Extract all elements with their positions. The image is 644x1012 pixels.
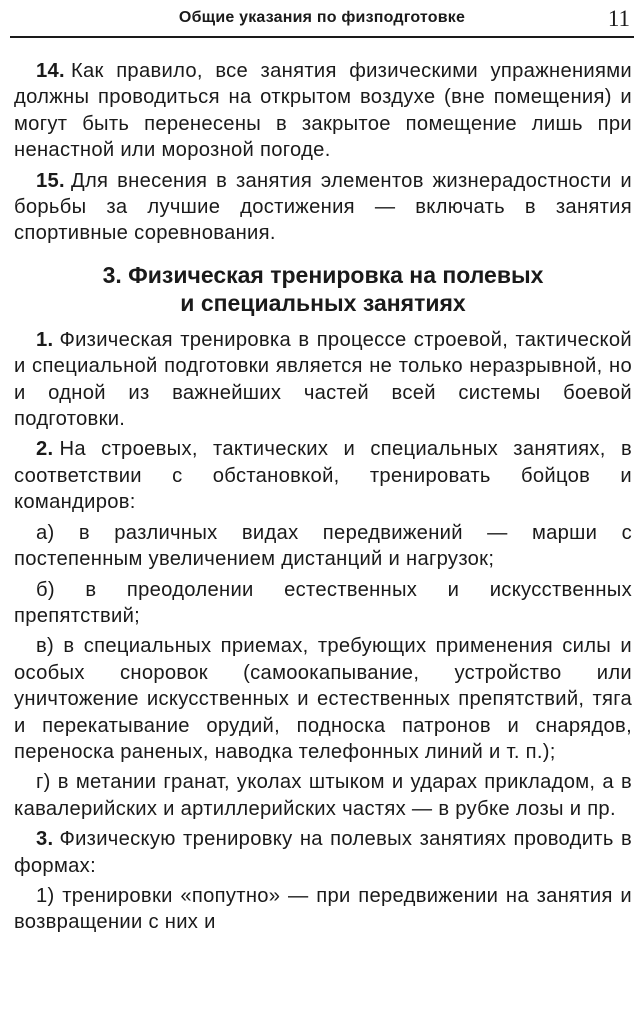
paragraph-text: Для внесения в занятия элементов жизнерадостности и борьбы за лучшие достижения — включать в занятия спортивные соревнования. [14,169,632,245]
section-heading [14,261,632,317]
running-header [10,6,634,38]
paragraph-2 [14,436,632,515]
paragraph-14 [14,58,632,164]
list-item-1: 1) тренировки «попутно» — при передвижении на занятия и возвращении с них и [14,884,632,934]
paragraph-1 [14,327,632,433]
paragraph-text: Как правило, все занятия физическими упражнениями должны проводиться на открытом воздухе (вне помещения) и могут быть перенесены в закрытое помещение лишь при ненастной или морозной погоде. [14,60,632,162]
section-heading-line-2: и специальных занятиях [180,289,466,316]
list-item-g: г) в метании гранат, уколах штыком и ударах прикладом, а в кавалерийских и артиллерийских частях — в рубке лозы и пр. [14,771,632,820]
running-header-title: Общие указания по физподготовке [178,9,466,26]
paragraph-3 [14,826,632,879]
paragraph-number: 15. [36,169,65,192]
page-number: 11 [607,6,630,31]
paragraph-number: 2. [36,438,54,461]
list-item-a: а) в различных видах передвижений — марши с постепенным увеличением дистанций и нагрузок; [14,521,632,571]
list-item-b: б) в преодолении естественных и искусственных препятствий; [14,578,632,627]
paragraph-text: Физическая тренировка в процессе строевой, тактической и специальной подготовки является не только неразрывной, но и одной из важнейших частей всей системы боевой подготовки. [14,328,632,431]
paragraph-15 [14,168,632,247]
body-text [14,58,632,940]
paragraph-number: 14. [36,60,65,82]
paragraph-text: На строевых, тактических и специальных занятиях, в соответствии с обстановкой, тренировать бойцов и командиров: [14,438,632,514]
section-heading-line-1: 3. Физическая тренировка на полевых [102,261,544,288]
paragraph-text: Физическую тренировку на полевых занятиях проводить в формах: [14,828,632,877]
paragraph-number: 3. [36,828,54,851]
paragraph-number: 1. [36,328,54,351]
list-item-v: в) в специальных приемах, требующих применения силы и особых сноровок (самоокапывание, устройство или уничтожение искусственных и естественных препятствий, тяга и перекатывание орудий, подноска патронов и снарядов, переноска раненых, наводка телефонных линий и т. п.); [14,635,632,763]
